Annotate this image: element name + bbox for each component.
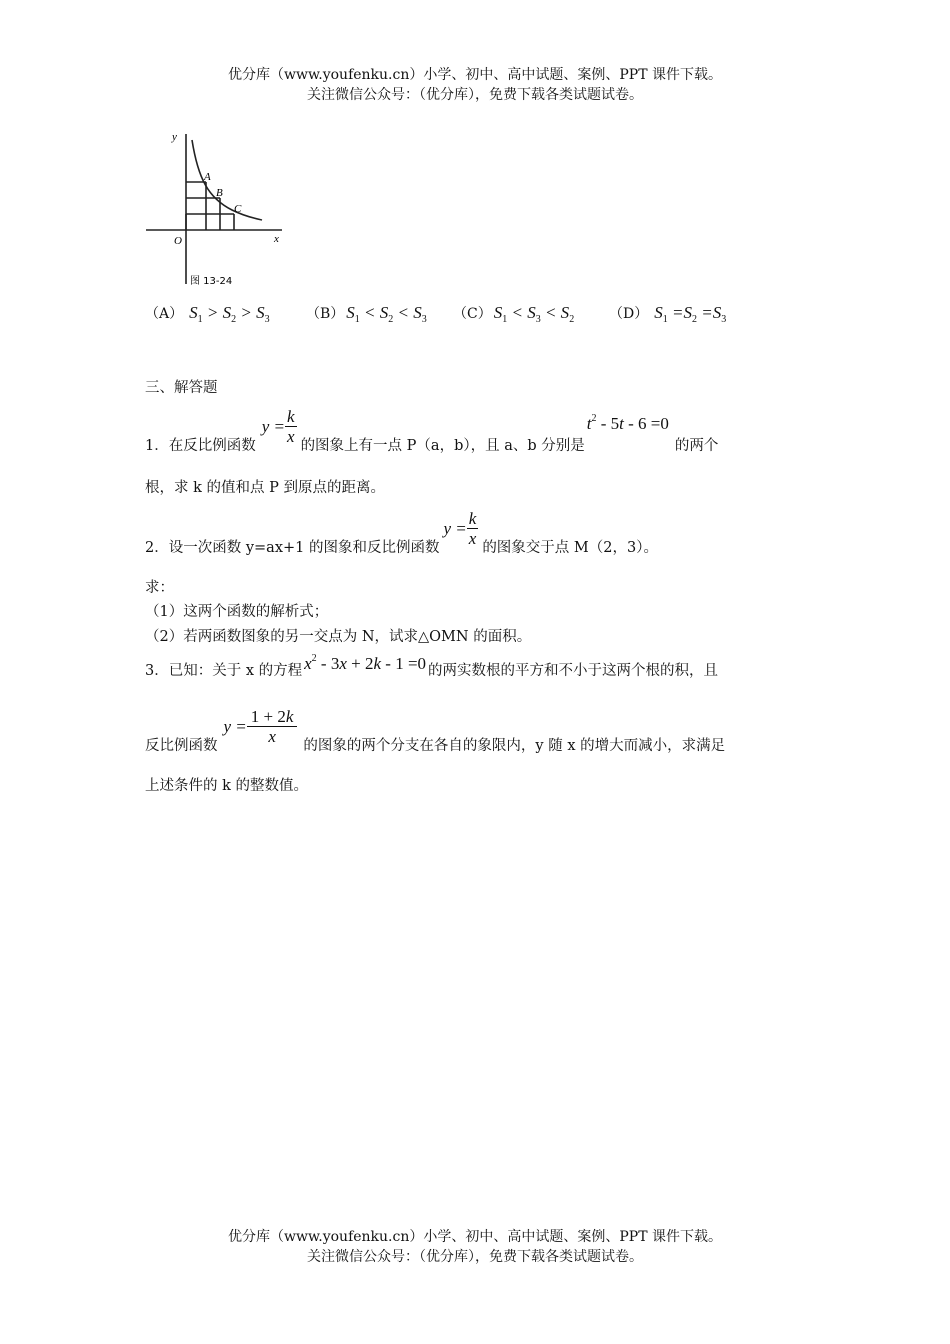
q1-suffix: 的两个 [674, 438, 719, 454]
q2-formula-y: y = [443, 518, 467, 538]
q1-prefix: 1．在反比例函数 [145, 438, 256, 454]
option-b-label: （B） [306, 306, 345, 322]
option-d [609, 303, 726, 325]
header-line-1: 优分库（www.youfenku.cn）小学、初中、高中试题、案例、PPT 课件下载。 [227, 67, 722, 83]
fig-origin-label: O [174, 235, 182, 247]
fig-point-b: B [216, 187, 223, 199]
q2-prefix: 2．设一次函数 y=ax+1 的图象和反比例函数 [145, 540, 440, 556]
footer-line-2: 关注微信公众号：（优分库），免费下载各类试题试卷。 [307, 1249, 643, 1265]
question-3-line-1 [145, 651, 718, 680]
q3-prefix: 3．已知：关于 x 的方程 [145, 663, 303, 679]
option-c-label: （C） [453, 306, 492, 322]
question-2-line-1 [145, 500, 658, 557]
option-c [453, 303, 574, 325]
section-title: 三、解答题 [145, 380, 218, 396]
option-c-math: $S_1 < S_3 < S_2$ [493, 303, 575, 325]
q3-formula-y: y = [223, 716, 247, 736]
option-a-label: （A） [145, 306, 184, 322]
q1-formula-y: y = [261, 416, 286, 436]
q2-part-1: （1）这两个函数的解析式； [145, 604, 329, 620]
option-d-math: $S_1 =S_2 =S_3$ [654, 303, 727, 325]
q2-suffix: 的图象交于点 M（2，3）。 [482, 540, 658, 556]
fig-y-label: y [172, 131, 177, 143]
q3-suffix: 的两实数根的平方和不小于这两个根的积，且 [428, 663, 719, 679]
fig-point-a: A [204, 171, 211, 183]
figure-13-24 [142, 126, 302, 292]
option-a-math: $S_1 > S_2 > S_3$ [189, 303, 270, 325]
q1-mid: 的图象上有一点 P（a，b），且 a、b 分别是 [300, 438, 585, 454]
footer-line-1: 优分库（www.youfenku.cn）小学、初中、高中试题、案例、PPT 课件下载。 [227, 1229, 722, 1245]
q3-equation: $x^2 - 3x + 2k - 1 =0$ [304, 653, 427, 673]
header-line-2: 关注微信公众号：（优分库），免费下载各类试题试卷。 [307, 87, 643, 103]
q3-line-3: 上述条件的 k 的整数值。 [145, 778, 309, 794]
option-b-math: $S_1 < S_2 < S_3$ [346, 303, 427, 325]
q3-line2-prefix: 反比例函数 [145, 738, 218, 754]
q2-ask: 求： [145, 580, 174, 596]
fig-caption: 图 13-24 [190, 276, 233, 287]
hyperbola-curve [192, 140, 262, 220]
q1-equation: $t^2 - 5t - 6 =0$ [586, 413, 669, 433]
option-b [306, 303, 427, 325]
question-3-line-2 [145, 698, 725, 755]
q1-formula-fraction: $\frac{k}{x}$ [287, 407, 295, 446]
fig-point-c: C [234, 203, 242, 215]
option-a [145, 303, 270, 325]
question-1-line-1 [145, 398, 718, 455]
option-d-label: （D） [609, 306, 649, 322]
fig-x-label: x [274, 233, 279, 245]
q1-line-2: 根，求 k 的值和点 P 到原点的距离。 [145, 480, 385, 496]
q3-formula-fraction: $\frac{1 + 2k}{x}$ [247, 707, 298, 746]
q2-part-2: （2）若两函数图象的另一交点为 N，试求△OMN 的面积。 [145, 629, 532, 645]
q2-formula-fraction: $\frac{k}{x}$ [468, 509, 477, 548]
q3-line2-suffix: 的图象的两个分支在各自的象限内，y 随 x 的增大而减小，求满足 [303, 738, 726, 754]
